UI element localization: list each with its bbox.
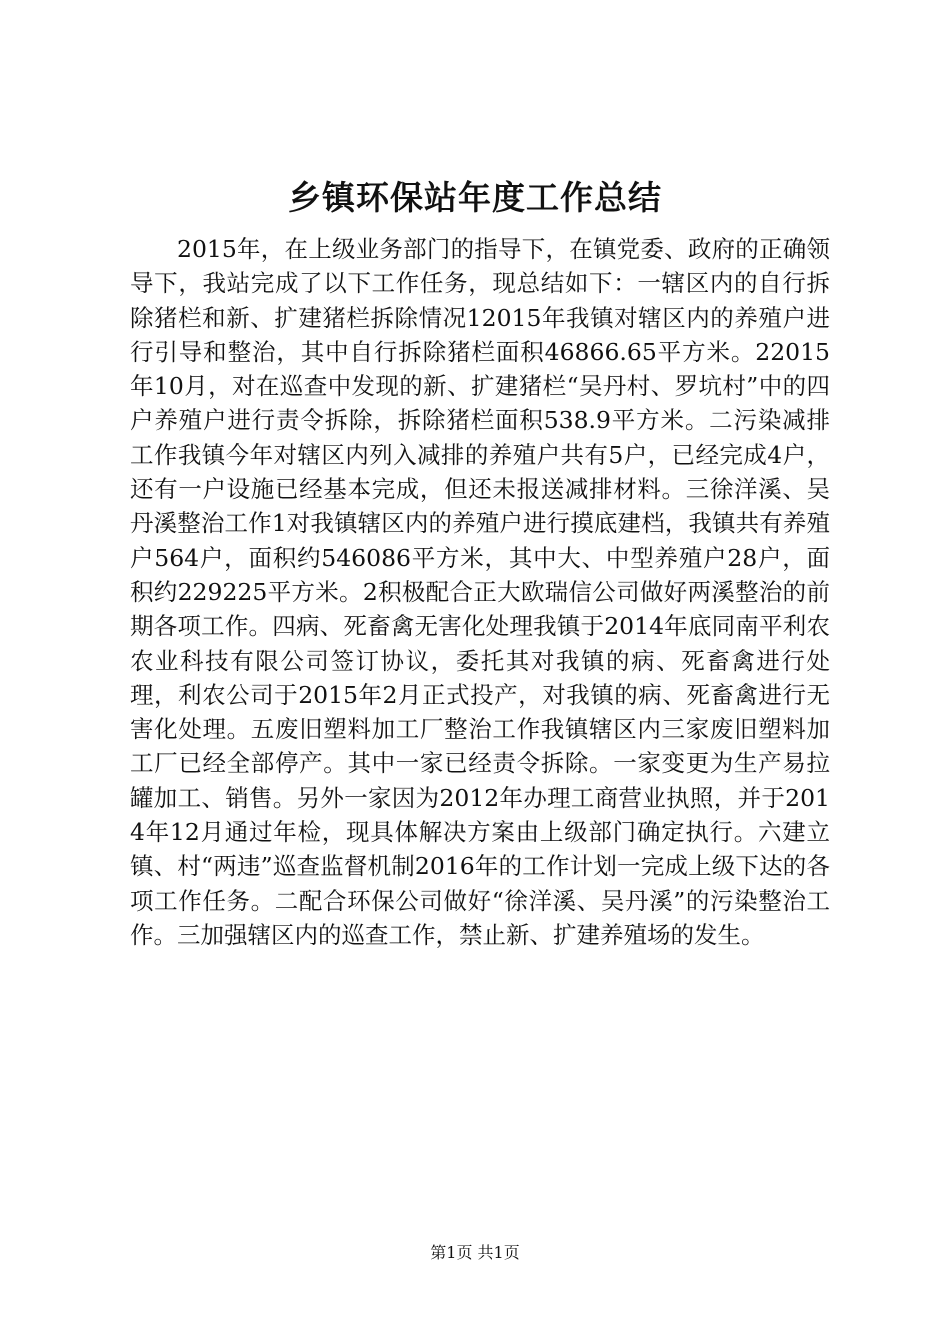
page-number-footer: 第1页 共1页	[430, 1243, 520, 1262]
document-title: 乡镇环保站年度工作总结	[288, 178, 662, 217]
document-body: 2015年，在上级业务部门的指导下，在镇党委、政府的正确领导下，我站完成了以下工作任务，现总结如下：一辖区内的自行拆除猪栏和新、扩建猪栏拆除情况12015年我镇对辖区内的养殖户进行引导和整治，其中自行拆除猪栏面积46866.65平方米。22015年10月，对在巡查中发现的新、扩建猪栏“吴丹村、罗坑村”中的四户养殖户进行责令拆除，拆除猪栏面积538.9平方米。二污染减排工作我镇今年对辖区内列入减排的养殖户共有5户，已经完成4户，还有一户设施已经基本完成，但还未报送减排材料。三徐洋溪、吴丹溪整治工作1对我镇辖区内的养殖户进行摸底建档，我镇共有养殖户564户，面积约546086平方米，其中大、中型养殖户28户，面积约229225平方米。2积极配合正大欧瑞信公司做好两溪整治的前期各项工作。四病、死畜禽无害化处理我镇于2014年底同南平利农农业科技有限公司签订协议，委托其对我镇的病、死畜禽进行处理，利农公司于2015年2月正式投产，对我镇的病、死畜禽进行无害化处理。五废旧塑料加工厂整治工作我镇辖区内三家废旧塑料加工厂已经全部停产。其中一家已经责令拆除。一家变更为生产易拉罐加工、销售。另外一家因为2012年办理工商营业执照，并于2014年12月通过年检，现具体解决方案由上级部门确定执行。六建立镇、村“两违”巡查监督机制2016年的工作计划一完成上级下达的各项工作任务。二配合环保公司做好“徐洋溪、吴丹溪”的污染整治工作。三加强辖区内的巡查工作，禁止新、扩建养殖场的发生。	[130, 235, 830, 949]
